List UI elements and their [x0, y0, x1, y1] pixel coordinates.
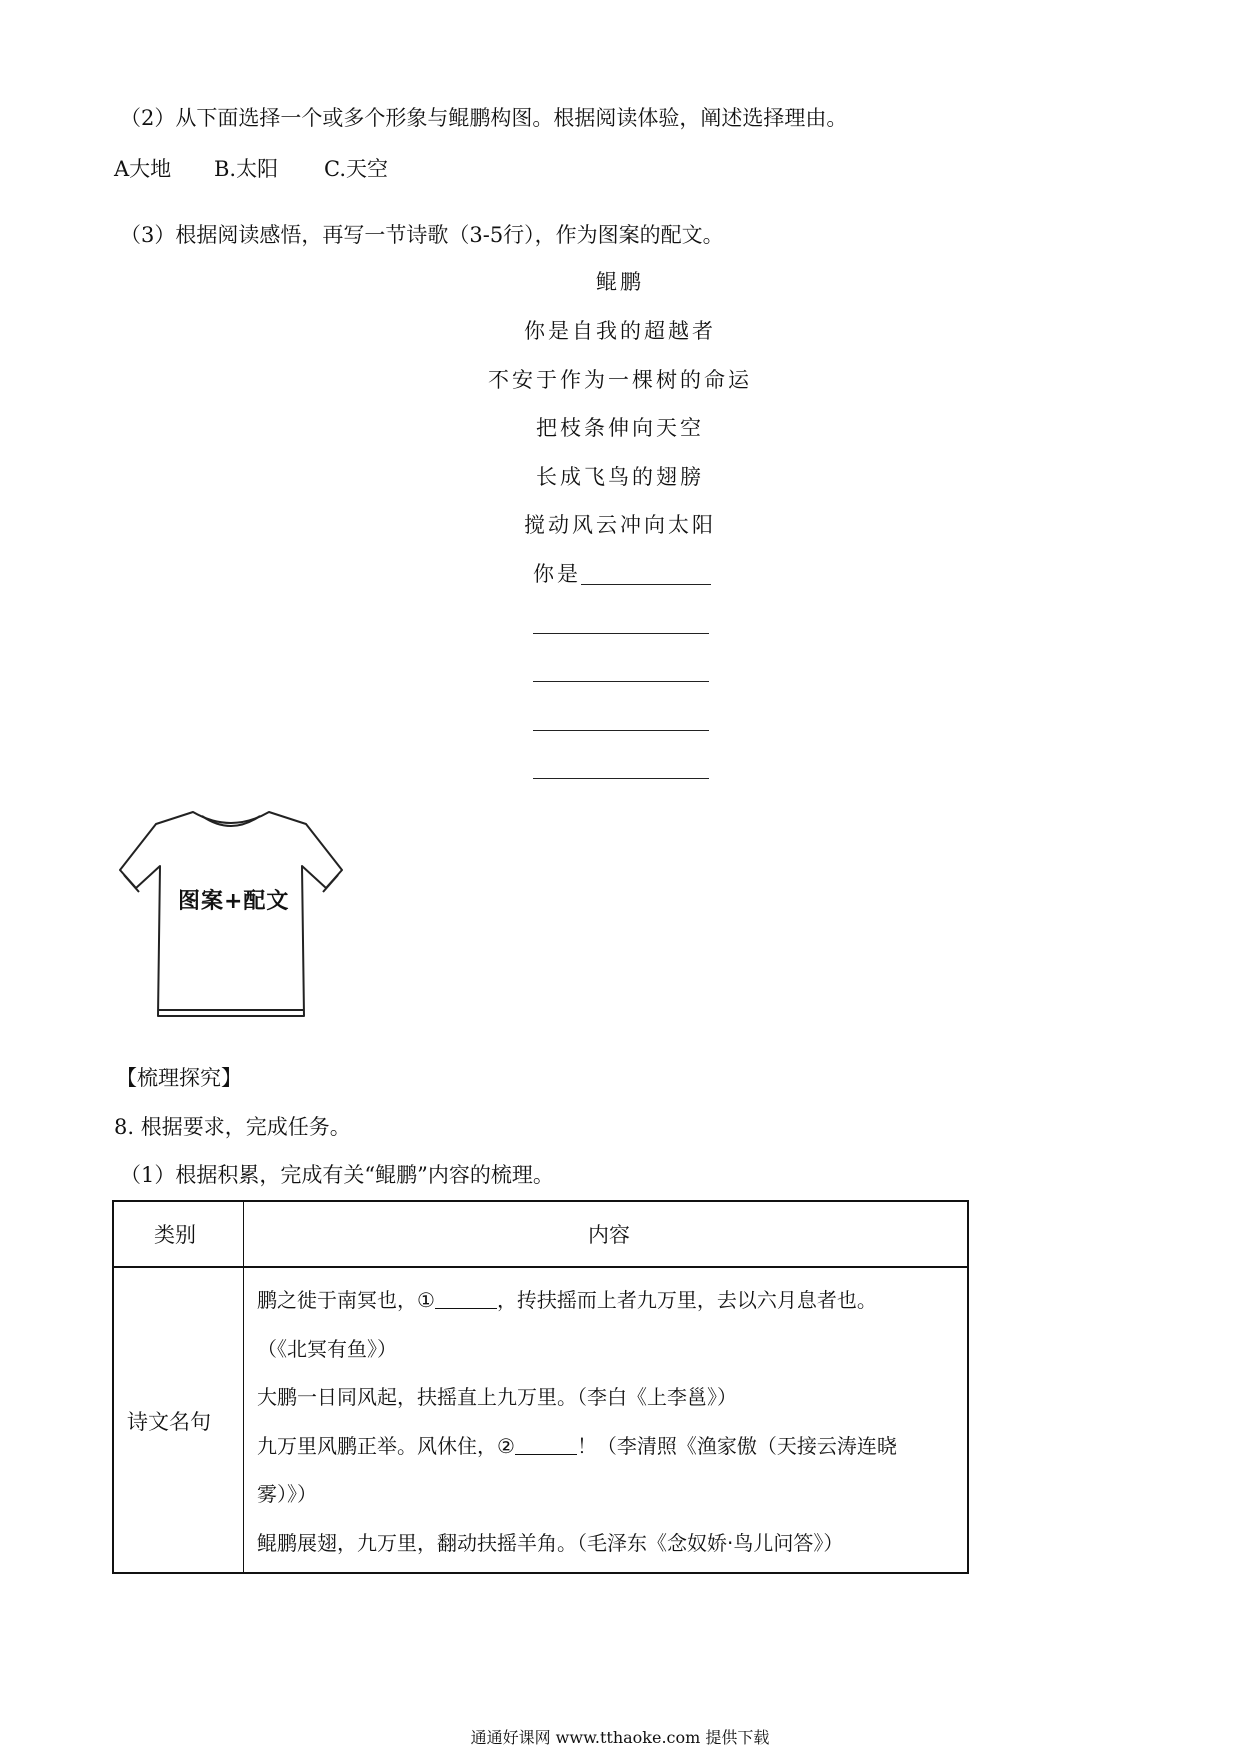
poem-line: 长成飞鸟的翅膀 [536, 465, 704, 489]
table-row [257, 1432, 897, 1460]
poem-line: 把枝条伸向天空 [536, 416, 704, 440]
category-cell: 诗文名句 [127, 1410, 211, 1434]
row-text: ，抟扶摇而上者九万里，去以六月息者也。 [496, 1288, 877, 1312]
row-text: 鹏之徙于南冥也，① [257, 1288, 435, 1312]
header-category: 类别 [154, 1223, 196, 1247]
poem-title: 鲲鹏 [596, 270, 644, 294]
answer-blank-1[interactable] [435, 1288, 497, 1309]
table-header-row [114, 1202, 967, 1268]
summary-table [112, 1200, 969, 1574]
answer-blank-2[interactable] [515, 1434, 577, 1455]
option-c: C.天空 [324, 157, 388, 181]
question-8: 8. 根据要求，完成任务。 [114, 1115, 351, 1139]
poem-line: 搅动风云冲向太阳 [524, 513, 716, 537]
tshirt-illustration [118, 808, 344, 1022]
row-text: 九万里风鹏正举。风休住，② [257, 1434, 515, 1458]
table-row: 大鹏一日同风起，扶摇直上九万里。（李白《上李邕》） [257, 1385, 737, 1409]
table-divider [243, 1202, 244, 1572]
poem-answer-blank[interactable] [581, 562, 711, 585]
header-content: 内容 [588, 1223, 630, 1247]
table-row: 鲲鹏展翅，九万里，翻动扶摇羊角。（毛泽东《念奴娇·鸟儿问答》） [257, 1531, 844, 1555]
page-footer: 通通好课网 www.tthaoke.com 提供下载 [470, 1728, 770, 1747]
tshirt-icon [118, 808, 344, 1022]
poem-answer-line[interactable] [533, 633, 709, 634]
poem-answer-line[interactable] [533, 778, 709, 779]
poem-prompt-text: 你是 [533, 562, 581, 586]
question-3-prompt: （3）根据阅读感悟，再写一节诗歌（3-5行），作为图案的配文。 [120, 223, 724, 247]
option-b: B.太阳 [214, 157, 279, 181]
table-row: 雾）》） [257, 1482, 317, 1506]
poem-answer-line[interactable] [533, 681, 709, 682]
poem-line: 你是自我的超越者 [524, 319, 716, 343]
table-row: （《北冥有鱼》） [257, 1337, 397, 1361]
poem-answer-line[interactable] [533, 730, 709, 731]
poem-line: 不安于作为一棵树的命运 [488, 368, 752, 392]
question-8-1: （1）根据积累，完成有关“鲲鹏”内容的梳理。 [120, 1163, 554, 1187]
row-text: ！（李清照《渔家傲（天接云涛连晓 [576, 1434, 897, 1458]
poem-prompt-line [533, 560, 711, 588]
table-row [257, 1286, 877, 1314]
question-2-prompt: （2）从下面选择一个或多个形象与鲲鹏构图。根据阅读体验，阐述选择理由。 [120, 106, 848, 130]
tshirt-label: 图案+配文 [178, 889, 290, 914]
option-a: A大地 [114, 157, 172, 181]
section-heading: 【梳理探究】 [116, 1066, 242, 1090]
